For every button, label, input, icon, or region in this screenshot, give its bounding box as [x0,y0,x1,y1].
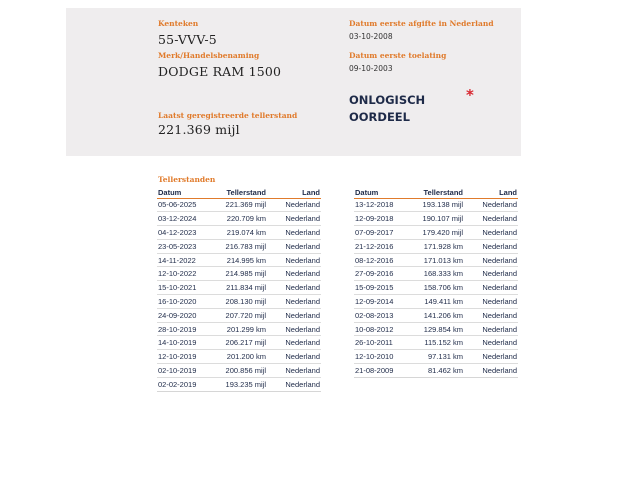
cell-datum: 21-12-2016 [354,239,412,253]
table-row [354,198,518,212]
table-row [157,336,321,350]
col-header-tellerstand: Tellerstand [215,187,267,198]
table-row [354,295,518,309]
table-row [354,281,518,295]
table-row [157,198,321,212]
vehicle-summary-card [66,8,521,156]
afgifte-label: Datum eerste afgifte in Nederland [349,19,494,28]
cell-land: Nederland [464,336,518,350]
cell-tellerstand: 214.995 km [215,253,267,267]
cell-datum: 14-10-2019 [157,336,215,350]
kenteken-label: Kenteken [158,19,199,28]
cell-land: Nederland [267,364,321,378]
cell-datum: 08-12-2016 [354,253,412,267]
cell-tellerstand: 168.333 km [412,267,464,281]
cell-datum: 24-09-2020 [157,308,215,322]
table-header-row [354,187,518,198]
cell-tellerstand: 158.706 km [412,281,464,295]
table-row [354,239,518,253]
cell-datum: 23-05-2023 [157,239,215,253]
cell-tellerstand: 81.462 km [412,364,464,378]
table-row [354,253,518,267]
cell-land: Nederland [267,267,321,281]
table-row [354,212,518,226]
cell-land: Nederland [464,295,518,309]
table-row [157,308,321,322]
toelating-value: 09-10-2003 [349,64,393,73]
cell-datum: 28-10-2019 [157,322,215,336]
cell-datum: 26-10-2011 [354,336,412,350]
cell-tellerstand: 201.299 km [215,322,267,336]
cell-tellerstand: 193.235 mijl [215,377,267,391]
cell-land: Nederland [464,239,518,253]
merk-label: Merk/Handelsbenaming [158,51,260,60]
table-row [354,364,518,378]
tellerstand-label: Laatst geregistreerde tellerstand [158,111,298,120]
cell-datum: 12-09-2014 [354,295,412,309]
cell-land: Nederland [267,281,321,295]
table-row [157,295,321,309]
cell-land: Nederland [267,308,321,322]
table-row [354,308,518,322]
verdict [349,92,425,126]
col-header-land: Land [267,187,321,198]
table-row [354,350,518,364]
cell-land: Nederland [464,322,518,336]
cell-datum: 12-10-2019 [157,350,215,364]
cell-datum: 05-06-2025 [157,198,215,212]
cell-datum: 03-12-2024 [157,212,215,226]
cell-tellerstand: 179.420 mijl [412,226,464,240]
cell-datum: 04-12-2023 [157,226,215,240]
col-header-tellerstand: Tellerstand [412,187,464,198]
cell-tellerstand: 149.411 km [412,295,464,309]
cell-land: Nederland [267,377,321,391]
cell-land: Nederland [464,364,518,378]
cell-land: Nederland [267,226,321,240]
cell-tellerstand: 214.985 mijl [215,267,267,281]
table-row [157,239,321,253]
cell-land: Nederland [267,295,321,309]
tellerstanden-title: Tellerstanden [158,175,216,184]
col-header-land: Land [464,187,518,198]
kenteken-value: 55-VVV-5 [158,32,217,47]
verdict-line-1: ONLOGISCH [349,93,426,107]
cell-land: Nederland [267,322,321,336]
table-row [157,322,321,336]
col-header-datum: Datum [157,187,215,198]
merk-value: DODGE RAM 1500 [158,64,282,79]
cell-land: Nederland [267,336,321,350]
cell-land: Nederland [267,350,321,364]
toelating-label: Datum eerste toelating [349,51,447,60]
cell-tellerstand: 220.709 km [215,212,267,226]
cell-tellerstand: 208.130 mijl [215,295,267,309]
cell-tellerstand: 211.834 mijl [215,281,267,295]
table-row [157,226,321,240]
footnote-asterisk[interactable]: * [466,86,474,104]
cell-datum: 02-10-2019 [157,364,215,378]
cell-tellerstand: 141.206 km [412,308,464,322]
cell-datum: 12-09-2018 [354,212,412,226]
table-row [157,253,321,267]
cell-land: Nederland [464,281,518,295]
cell-datum: 16-10-2020 [157,295,215,309]
odometer-table-right [354,187,518,378]
verdict-line-2: OORDEEL [349,110,410,124]
table-header-row [157,187,321,198]
cell-tellerstand: 190.107 mijl [412,212,464,226]
cell-datum: 13-12-2018 [354,198,412,212]
cell-datum: 27-09-2016 [354,267,412,281]
table-row [157,267,321,281]
table-row [157,281,321,295]
table-row [354,336,518,350]
cell-land: Nederland [267,239,321,253]
cell-land: Nederland [464,212,518,226]
cell-datum: 02-02-2019 [157,377,215,391]
cell-land: Nederland [464,267,518,281]
cell-land: Nederland [267,212,321,226]
table-row [157,350,321,364]
cell-tellerstand: 171.928 km [412,239,464,253]
odometer-table-left [157,187,321,392]
cell-datum: 15-10-2021 [157,281,215,295]
cell-datum: 12-10-2022 [157,267,215,281]
cell-land: Nederland [464,253,518,267]
cell-tellerstand: 129.854 km [412,322,464,336]
cell-land: Nederland [464,226,518,240]
cell-tellerstand: 216.783 mijl [215,239,267,253]
cell-datum: 21-08-2009 [354,364,412,378]
col-header-datum: Datum [354,187,412,198]
cell-land: Nederland [267,253,321,267]
table-row [157,212,321,226]
cell-datum: 10-08-2012 [354,322,412,336]
table-row [157,364,321,378]
table-row [354,226,518,240]
cell-tellerstand: 200.856 mijl [215,364,267,378]
table-row [354,267,518,281]
table-row [157,377,321,391]
cell-land: Nederland [464,350,518,364]
cell-tellerstand: 207.720 mijl [215,308,267,322]
cell-tellerstand: 201.200 km [215,350,267,364]
cell-datum: 07-09-2017 [354,226,412,240]
cell-land: Nederland [464,308,518,322]
cell-tellerstand: 171.013 km [412,253,464,267]
cell-tellerstand: 193.138 mijl [412,198,464,212]
cell-tellerstand: 221.369 mijl [215,198,267,212]
cell-tellerstand: 219.074 km [215,226,267,240]
table-row [354,322,518,336]
cell-datum: 15-09-2015 [354,281,412,295]
tellerstand-value: 221.369 mijl [158,122,240,137]
afgifte-value: 03-10-2008 [349,32,393,41]
cell-land: Nederland [267,198,321,212]
cell-tellerstand: 206.217 mijl [215,336,267,350]
cell-datum: 14-11-2022 [157,253,215,267]
cell-datum: 12-10-2010 [354,350,412,364]
cell-datum: 02-08-2013 [354,308,412,322]
cell-tellerstand: 97.131 km [412,350,464,364]
cell-land: Nederland [464,198,518,212]
cell-tellerstand: 115.152 km [412,336,464,350]
